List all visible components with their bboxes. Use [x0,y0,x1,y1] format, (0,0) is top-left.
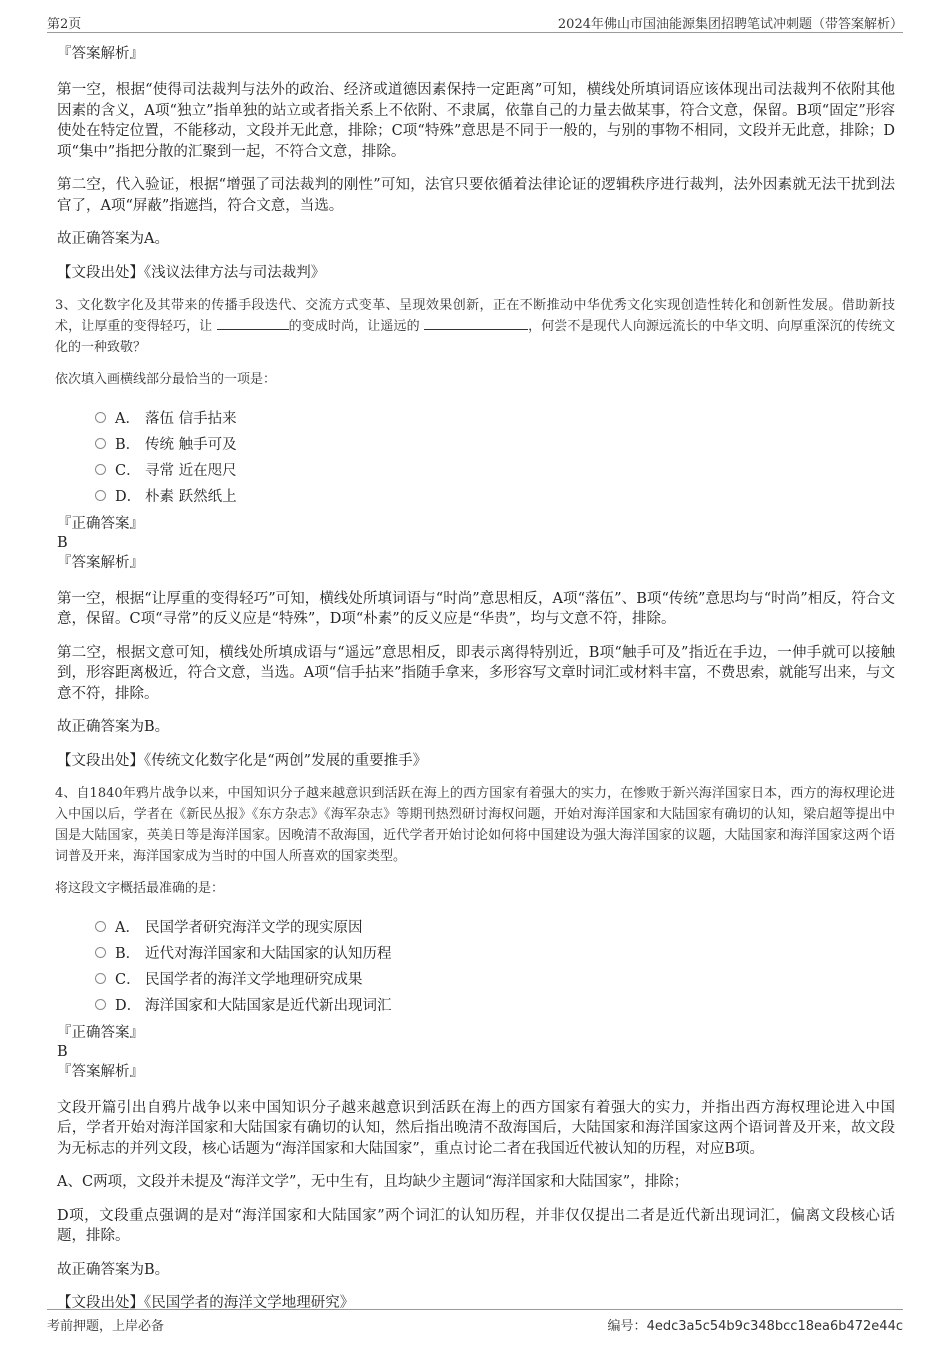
q4-analysis-para3: D项，文段重点强调的是对“海洋国家和大陆国家”两个词汇的认知历程，并非仅仅提出二者是近代新出现词汇，偏离文段核心话题，排除。 [57,1207,895,1244]
q4-option-a[interactable]: A． 民国学者研究海洋文学的现实原因 [95,915,895,941]
radio-icon[interactable] [95,947,106,958]
q3-option-d[interactable]: D． 朴素 跃然纸上 [95,484,895,510]
q4-analysis-label: 『答案解析』 [57,1063,144,1080]
q3-blank-2 [424,316,528,330]
q4-option-d[interactable]: D． 海洋国家和大陆国家是近代新出现词汇 [95,993,895,1019]
q2-conclusion: 故正确答案为A。 [57,231,169,247]
footer-slogan: 考前押题，上岸必备 [47,1319,165,1334]
q2-analysis-label: 『答案解析』 [57,46,144,62]
q3-question-text: 3、文化数字化及其带来的传播手段迭代、交流方式变革、呈现效果创新，正在不断推动中华优秀文化实现创造性转化和创新性发展。借助新技术，让厚重的变得轻巧，让 的变成时尚，让遥远的 ，何尝不是现代人向源远流长的中华文明、向厚重深沉的传统文化的一种致敬？ [55,297,895,355]
q3-option-a[interactable]: A． 落伍 信手拈来 [95,406,895,432]
q3-option-b[interactable]: B． 传统 触手可及 [95,432,895,458]
page-header [47,10,903,33]
q4-answer: B [57,1043,68,1060]
q4-source: 【文段出处】《民国学者的海洋文学地理研究》 [57,1295,355,1311]
q3-analysis-label: 『答案解析』 [57,554,144,571]
q4-conclusion: 故正确答案为B。 [57,1261,170,1278]
q4-options [95,915,895,1019]
q3-blank-1 [217,316,289,330]
q3-answer-label: 『正确答案』 [57,515,144,532]
document-title: 2024年佛山市国油能源集团招聘笔试冲刺题（带答案解析） [557,17,903,32]
radio-icon[interactable] [95,999,106,1010]
q3-options [95,406,895,510]
page-number: 第2页 [47,17,82,32]
q3-conclusion: 故正确答案为B。 [57,719,170,735]
radio-icon[interactable] [95,490,106,501]
q3-analysis-para2: 第二空，根据文意可知，横线处所填成语与“遥远”意思相反，即表示离得特别近，B项“触手可及”指近在手边，一伸手就可以接触到，形容距离极近，符合文意，当选。A项“信手拈来”指随手拿来，多形容写文章时词汇或材料丰富，不费思索，就能写出来，与文意不符，排除。 [57,644,895,702]
page-footer [47,1309,903,1336]
q4-analysis-para1: 文段开篇引出自鸦片战争以来中国知识分子越来越意识到活跃在海上的西方国家有着强大的实力，并指出西方海权理论进入中国后，学者开始对海洋国家和大陆国家有确切的认知，然后指出晚清不敌海国后，大陆国家和海洋国家这两个语词普及开来，故文段为无标志的并列文段，核心话题为“海洋国家和大陆国家”，重点讨论二者在我国近代被认知的历程，对应B项。 [57,1099,895,1157]
radio-icon[interactable] [95,412,106,423]
radio-icon[interactable] [95,973,106,984]
q2-source: 【文段出处】《浅议法律方法与司法裁判》 [57,264,326,281]
q3-answer: B [57,534,68,551]
q2-analysis-para2: 第二空，代入验证，根据“增强了司法裁判的刚性”可知，法官只要依循着法律论证的逻辑秩序进行裁判，法外因素就无法干扰到法官了，A项“屏蔽”指遮挡，符合文意，当选。 [57,177,895,214]
q4-answer-label: 『正确答案』 [57,1024,144,1041]
q4-prompt: 将这段文字概括最准确的是： [55,880,225,896]
q3-analysis-para1: 第一空，根据“让厚重的变得轻巧”可知，横线处所填词语与“时尚”意思相反，A项“落伍”、B项“传统”意思均与“时尚”相反，符合文意，保留。C项“寻常”的反义应是“特殊”，D项“朴素”的反义应是“华贵”，均与文意不符，排除。 [57,590,895,627]
radio-icon[interactable] [95,438,106,449]
q3-prompt: 依次填入画横线部分最恰当的一项是： [55,371,277,387]
page-content [55,44,895,1325]
q3-source: 【文段出处】《传统文化数字化是“两创”发展的重要推手》 [57,752,428,769]
q3-option-c[interactable]: C． 寻常 近在咫尺 [95,458,895,484]
radio-icon[interactable] [95,464,106,475]
radio-icon[interactable] [95,921,106,932]
q4-option-b[interactable]: B． 近代对海洋国家和大陆国家的认知历程 [95,941,895,967]
q4-analysis-para2: A、C两项，文段并未提及“海洋文学”，无中生有，且均缺少主题词“海洋国家和大陆国家”，排除； [57,1174,689,1190]
q2-analysis-para1: 第一空，根据“使得司法裁判与法外的政治、经济或道德因素保持一定距离”可知，横线处所填词语应该体现出司法裁判不依附其他因素的含义，A项“独立”指单独的站立或者指关系上不依附、不隶属，依靠自己的力量去做某事，符合文意，保留。B项“固定”形容使处在特定位置，不能移动，文段并无此意，排除；C项“特殊”意思是不同于一般的，与别的事物不相同，文段并无此意，排除；D项“集中”指把分散的汇聚到一起，不符合文意，排除。 [57,82,895,160]
footer-code: 编号：4edc3a5c54b9c348bcc18ea6b472e44c [607,1319,903,1334]
q4-question-text: 4、自1840年鸦片战争以来，中国知识分子越来越意识到活跃在海上的西方国家有着强大的实力，在惨败于新兴海洋国家日本，西方的海权理论进入中国以后，学者在《新民丛报》《东方杂志》《海军杂志》等期刊热烈研讨海权问题，开始对海洋国家和大陆国家有确切的认知，梁启超等提出中国是大陆国家，英美日等是海洋国家。因晚清不敌海国，近代学者开始讨论如何将中国建设为强大海洋国家的议题，大陆国家和海洋国家这两个语词普及开来，海洋国家成为当时的中国人所喜欢的国家类型。 [55,785,895,864]
q4-option-c[interactable]: C． 民国学者的海洋文学地理研究成果 [95,967,895,993]
